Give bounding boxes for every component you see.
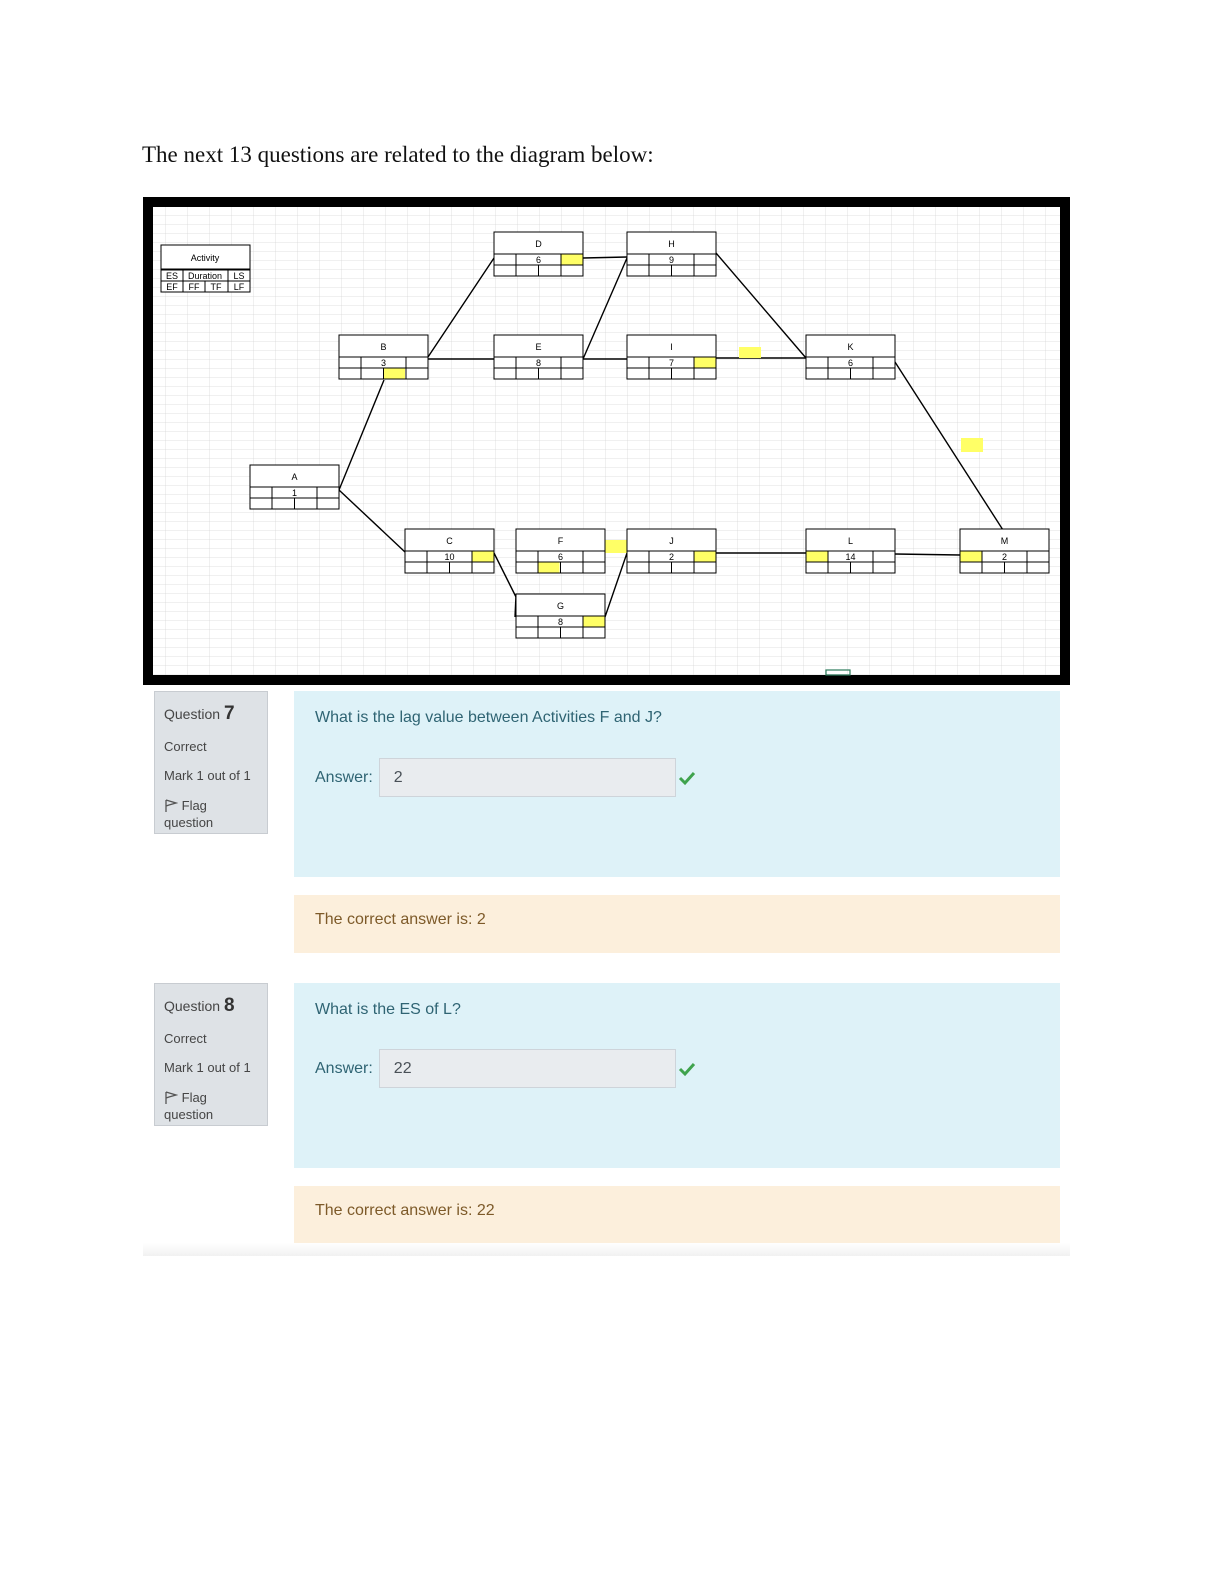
activity-node-i <box>627 335 716 379</box>
activity-duration: 8 <box>535 358 542 368</box>
activity-duration: 1 <box>291 488 298 498</box>
activity-node-c <box>405 529 494 573</box>
question-7-info <box>154 691 268 834</box>
question-number: Question 8 <box>164 995 235 1016</box>
question-status: Correct <box>164 738 207 754</box>
activity-duration: 10 <box>444 552 455 562</box>
answer-input[interactable]: 22 <box>379 1049 676 1088</box>
activity-duration: 6 <box>535 255 542 265</box>
highlight-i-k <box>739 347 761 358</box>
highlight-cell <box>384 369 405 379</box>
answer-row <box>315 758 696 797</box>
highlight-cell <box>961 552 982 562</box>
activity-label: D <box>535 239 542 249</box>
network-diagram <box>143 197 1070 685</box>
highlight-cell <box>695 358 716 368</box>
flag-icon <box>164 1091 178 1104</box>
legend-title: Activity <box>190 253 220 263</box>
flag-icon <box>164 799 178 812</box>
question-8-feedback: The correct answer is: 22 <box>294 1186 1060 1244</box>
activity-label: M <box>1000 536 1009 546</box>
activity-label: A <box>291 472 298 482</box>
legend-tf: TF <box>210 282 222 292</box>
highlight-f-j <box>605 540 627 553</box>
activity-duration: 8 <box>557 617 564 627</box>
activity-label: C <box>446 536 453 546</box>
activity-label: L <box>847 536 854 546</box>
activity-node-h <box>627 232 716 276</box>
activity-node-f <box>516 529 605 573</box>
activity-label: F <box>557 536 564 546</box>
question-text: What is the ES of L? <box>315 1001 461 1018</box>
legend-ff: FF <box>188 282 200 292</box>
answer-row <box>315 1049 696 1088</box>
highlight-k-m <box>961 438 983 452</box>
highlight-cell <box>562 255 583 265</box>
activity-duration: 7 <box>668 358 675 368</box>
highlight-cell <box>473 552 494 562</box>
question-status: Correct <box>164 1030 207 1046</box>
highlight-cell <box>807 552 828 562</box>
question-8-content <box>294 983 1060 1168</box>
question-8-info <box>154 983 268 1126</box>
activity-duration: 9 <box>668 255 675 265</box>
activity-node-j <box>627 529 716 573</box>
legend-es: ES <box>165 271 179 281</box>
highlight-cell <box>584 617 605 627</box>
activity-duration: 3 <box>380 358 387 368</box>
question-mark: Mark 1 out of 1 <box>164 768 251 783</box>
activity-label: J <box>669 536 674 546</box>
legend-duration: Duration <box>187 271 223 281</box>
page-bottom-edge <box>143 1243 1070 1256</box>
activity-node-b <box>339 335 428 379</box>
question-7-content <box>294 691 1060 877</box>
check-icon <box>678 770 696 786</box>
activity-node-d <box>494 232 583 276</box>
activity-node-l <box>806 529 895 573</box>
activity-label: I <box>670 342 673 352</box>
highlight-cell <box>539 563 560 573</box>
activity-duration: 6 <box>847 358 854 368</box>
network-diagram-canvas <box>143 197 1070 685</box>
question-text: What is the lag value between Activities F and J? <box>315 709 662 726</box>
question-mark: Mark 1 out of 1 <box>164 1060 251 1075</box>
link-l-m <box>895 554 960 555</box>
activity-node-m <box>960 529 1049 573</box>
answer-label: Answer: <box>315 1059 373 1077</box>
check-icon <box>678 1061 696 1077</box>
activity-duration: 6 <box>557 552 564 562</box>
intro-text: The next 13 questions are related to the diagram below: <box>142 142 654 167</box>
flag-question-button[interactable] <box>164 798 258 831</box>
answer-input[interactable]: 2 <box>379 758 676 797</box>
legend-lf: LF <box>233 282 245 292</box>
legend-ef: EF <box>166 282 178 292</box>
legend-ls: LS <box>233 271 245 281</box>
activity-label: H <box>668 239 675 249</box>
activity-node-a <box>250 465 339 509</box>
activity-label: K <box>847 342 854 352</box>
activity-label: E <box>535 342 542 352</box>
activity-node-k <box>806 335 895 379</box>
activity-duration: 2 <box>668 552 675 562</box>
activity-node-e <box>494 335 583 379</box>
activity-label: B <box>380 342 387 352</box>
flag-question-label: Flag question <box>164 1090 214 1122</box>
highlight-cell <box>695 552 716 562</box>
legend <box>161 245 250 292</box>
answer-label: Answer: <box>315 768 373 786</box>
activity-duration: 14 <box>845 552 856 562</box>
question-number: Question 7 <box>164 703 235 724</box>
activity-duration: 2 <box>1001 552 1008 562</box>
activity-node-g <box>516 594 605 638</box>
flag-question-button[interactable] <box>164 1090 258 1123</box>
question-7-feedback: The correct answer is: 2 <box>294 895 1060 953</box>
link-d-h <box>583 257 627 258</box>
flag-question-label: Flag question <box>164 798 214 830</box>
activity-label: G <box>556 601 565 611</box>
